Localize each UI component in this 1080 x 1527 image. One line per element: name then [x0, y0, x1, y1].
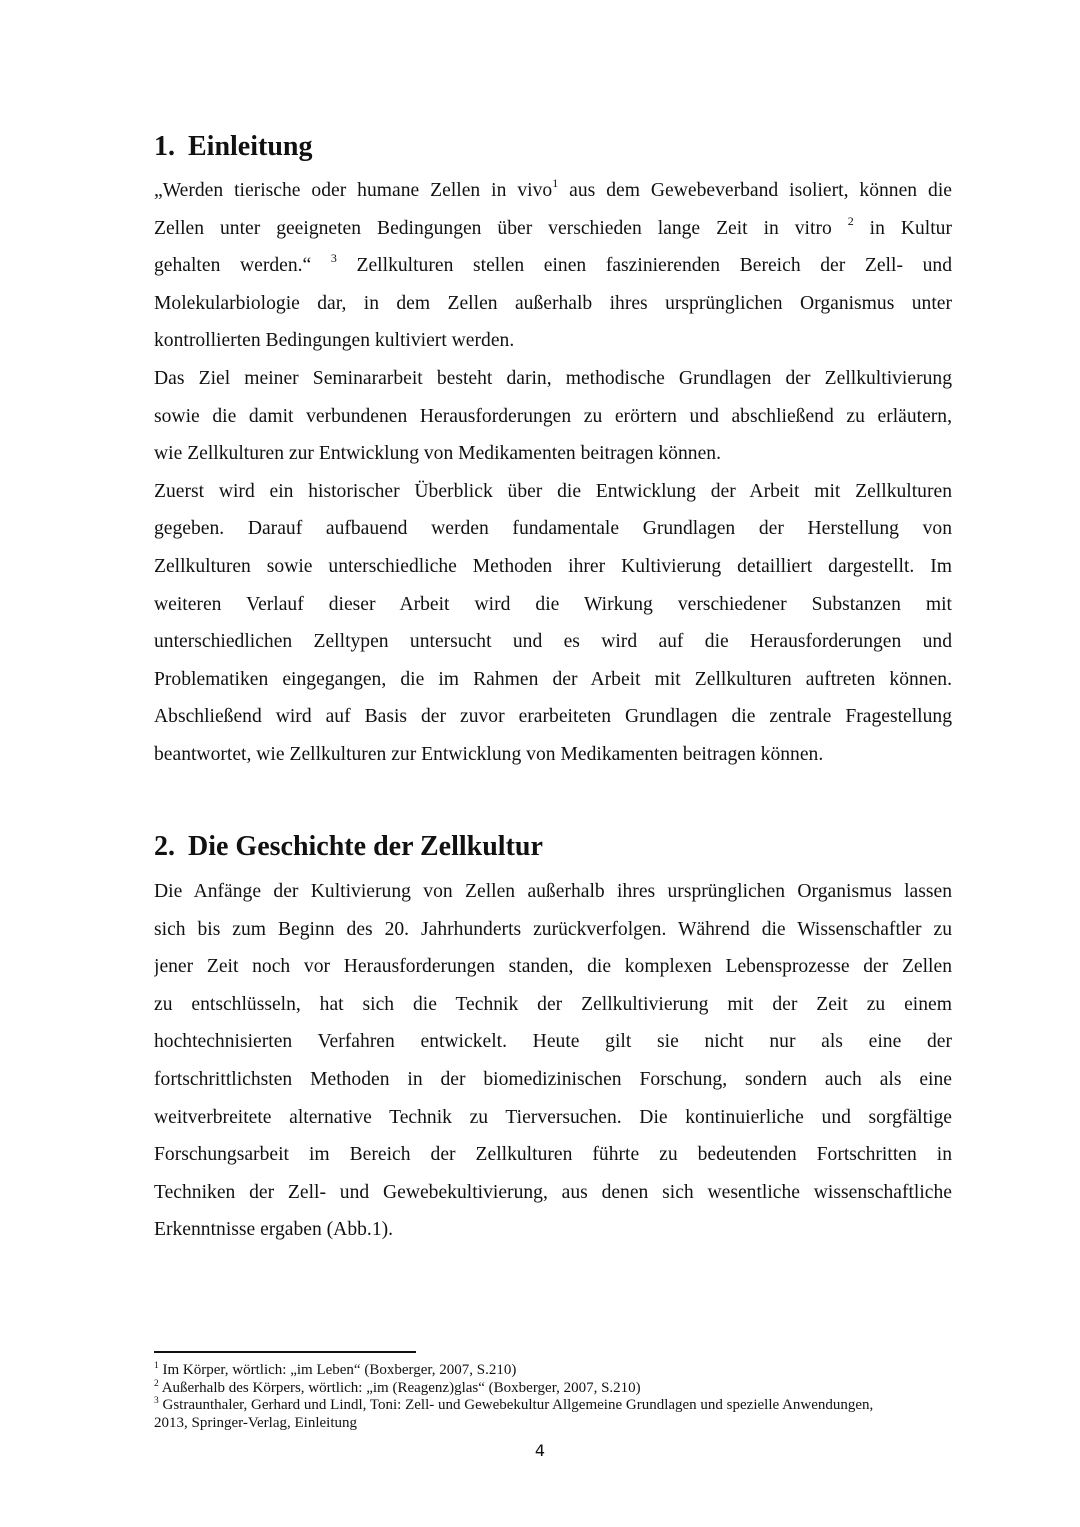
text-line: Zuerst wird ein historischer Überblick über die Entwicklung der Arbeit mit Zellkulturen: [154, 480, 952, 502]
text-line: unterschiedlichen Zelltypen untersucht und es wird auf die Herausforderungen und: [154, 631, 952, 653]
section-heading-einleitung: [154, 130, 312, 164]
text-line: sowie die damit verbundenen Herausforderungen zu erörtern und abschließend zu erläutern,: [154, 405, 952, 427]
section-heading-geschichte: [154, 830, 543, 864]
footnote-2: [154, 1380, 954, 1398]
section-number: 2.: [154, 831, 175, 862]
text-line: Forschungsarbeit im Bereich der Zellkulturen führte zu bedeutenden Fortschritten in: [154, 1144, 952, 1166]
einleitung-body: [154, 172, 952, 774]
footnote-mark: 3: [154, 1396, 159, 1406]
footnote-text: Im Körper, wörtlich: „im Leben“ (Boxberger, 2007, S.210): [162, 1362, 517, 1378]
footnote-3-continuation: [154, 1415, 954, 1433]
text-line: Das Ziel meiner Seminararbeit besteht darin, methodische Grundlagen der Zellkultivierung: [154, 367, 952, 389]
text-run: aus dem Gewebeverband isoliert, können die: [558, 180, 952, 201]
footnote-ref-1[interactable]: 1: [552, 176, 559, 190]
text-line: wie Zellkulturen zur Entwicklung von Medikamenten beitragen können.: [154, 443, 721, 465]
footnote-ref-3[interactable]: 3: [330, 251, 337, 266]
footnote-text: Außerhalb des Körpers, wörtlich: „im (Reagenz)glas“ (Boxberger, 2007, S.210): [161, 1379, 641, 1396]
footnote-mark: 2: [154, 1378, 159, 1389]
text-run: Zellen unter geeigneten Bedingungen über verschieden lange Zeit in vitro: [154, 217, 848, 239]
text-line: Techniken der Zell- und Gewebekultivierung, aus denen sich wesentliche wissenschaftliche: [154, 1181, 952, 1203]
text-line: [154, 172, 952, 210]
page-number: 4: [534, 1441, 546, 1460]
section-title: Einleitung: [188, 131, 313, 162]
text-line: [154, 1211, 952, 1249]
footnote-1: [154, 1362, 954, 1380]
text-run: in Kultur: [853, 217, 952, 239]
footnote-text: Gstraunthaler, Gerhard und Lindl, Toni: Zell- und Gewebekultur Allgemeine Grundlagen und spezielle Anwendungen,: [162, 1397, 874, 1413]
text-line: zu entschlüsseln, hat sich die Technik der Zellkultivierung mit der Zeit zu einem: [154, 993, 952, 1015]
text-line: Problematiken eingegangen, die im Rahmen der Arbeit mit Zellkulturen auftreten können.: [154, 668, 952, 690]
text-line: jener Zeit noch vor Herausforderungen standen, die komplexen Lebensprozesse der Zellen: [154, 956, 952, 978]
footnote-separator: [154, 1351, 416, 1353]
text-run: gehalten werden.“: [154, 255, 331, 277]
text-line: fortschrittlichsten Methoden in der biomedizinischen Forschung, sondern auch als eine: [154, 1068, 952, 1090]
text-line: kontrollierten Bedingungen kultiviert werden.: [154, 330, 515, 352]
footnote-3: [154, 1397, 954, 1415]
section-number: 1.: [154, 131, 175, 162]
text-line: Abschließend wird auf Basis der zuvor erarbeiteten Grundlagen die zentrale Fragestellung: [154, 706, 952, 728]
text-line: beantwortet, wie Zellkulturen zur Entwicklung von Medikamenten beitragen können.: [154, 743, 824, 765]
figure-reference-text: Erkenntnisse ergaben (Abb.1).: [154, 1219, 394, 1241]
footnote-text: 2013, Springer-Verlag, Einleitung: [154, 1414, 357, 1431]
text-line: gegeben. Darauf aufbauend werden fundamentale Grundlagen der Herstellung von: [154, 518, 952, 540]
text-line: Die Anfänge der Kultivierung von Zellen außerhalb ihres ursprünglichen Organismus lassen: [154, 881, 952, 902]
section-title: Die Geschichte der Zellkultur: [188, 831, 543, 862]
text-run: Zellkulturen stellen einen faszinierenden Bereich der Zell- und: [336, 255, 952, 277]
footnotes: [154, 1362, 954, 1432]
text-line: weiteren Verlauf dieser Arbeit wird die Wirkung verschiedener Substanzen mit: [154, 593, 952, 615]
geschichte-body: [154, 873, 952, 1249]
footnote-mark: 1: [154, 1361, 159, 1371]
text-line: Molekularbiologie dar, in dem Zellen außerhalb ihres ursprünglichen Organismus unter: [154, 292, 952, 314]
text-line: weitverbreitete alternative Technik zu Tierversuchen. Die kontinuierliche und sorgfältige: [154, 1106, 952, 1128]
text-line: sich bis zum Beginn des 20. Jahrhunderts zurückverfolgen. Während die Wissenschaftler zu: [154, 918, 952, 940]
text-line: Zellkulturen sowie unterschiedliche Methoden ihrer Kultivierung detailliert dargestellt. Im: [154, 555, 952, 577]
footnote-ref-2[interactable]: 2: [847, 213, 854, 228]
text-line: [154, 247, 952, 285]
text-run: „Werden tierische oder humane Zellen in vivo: [154, 180, 553, 201]
text-line: hochtechnisierten Verfahren entwickelt. Heute gilt sie nicht nur als eine der: [154, 1031, 952, 1053]
text-line: [154, 210, 952, 248]
